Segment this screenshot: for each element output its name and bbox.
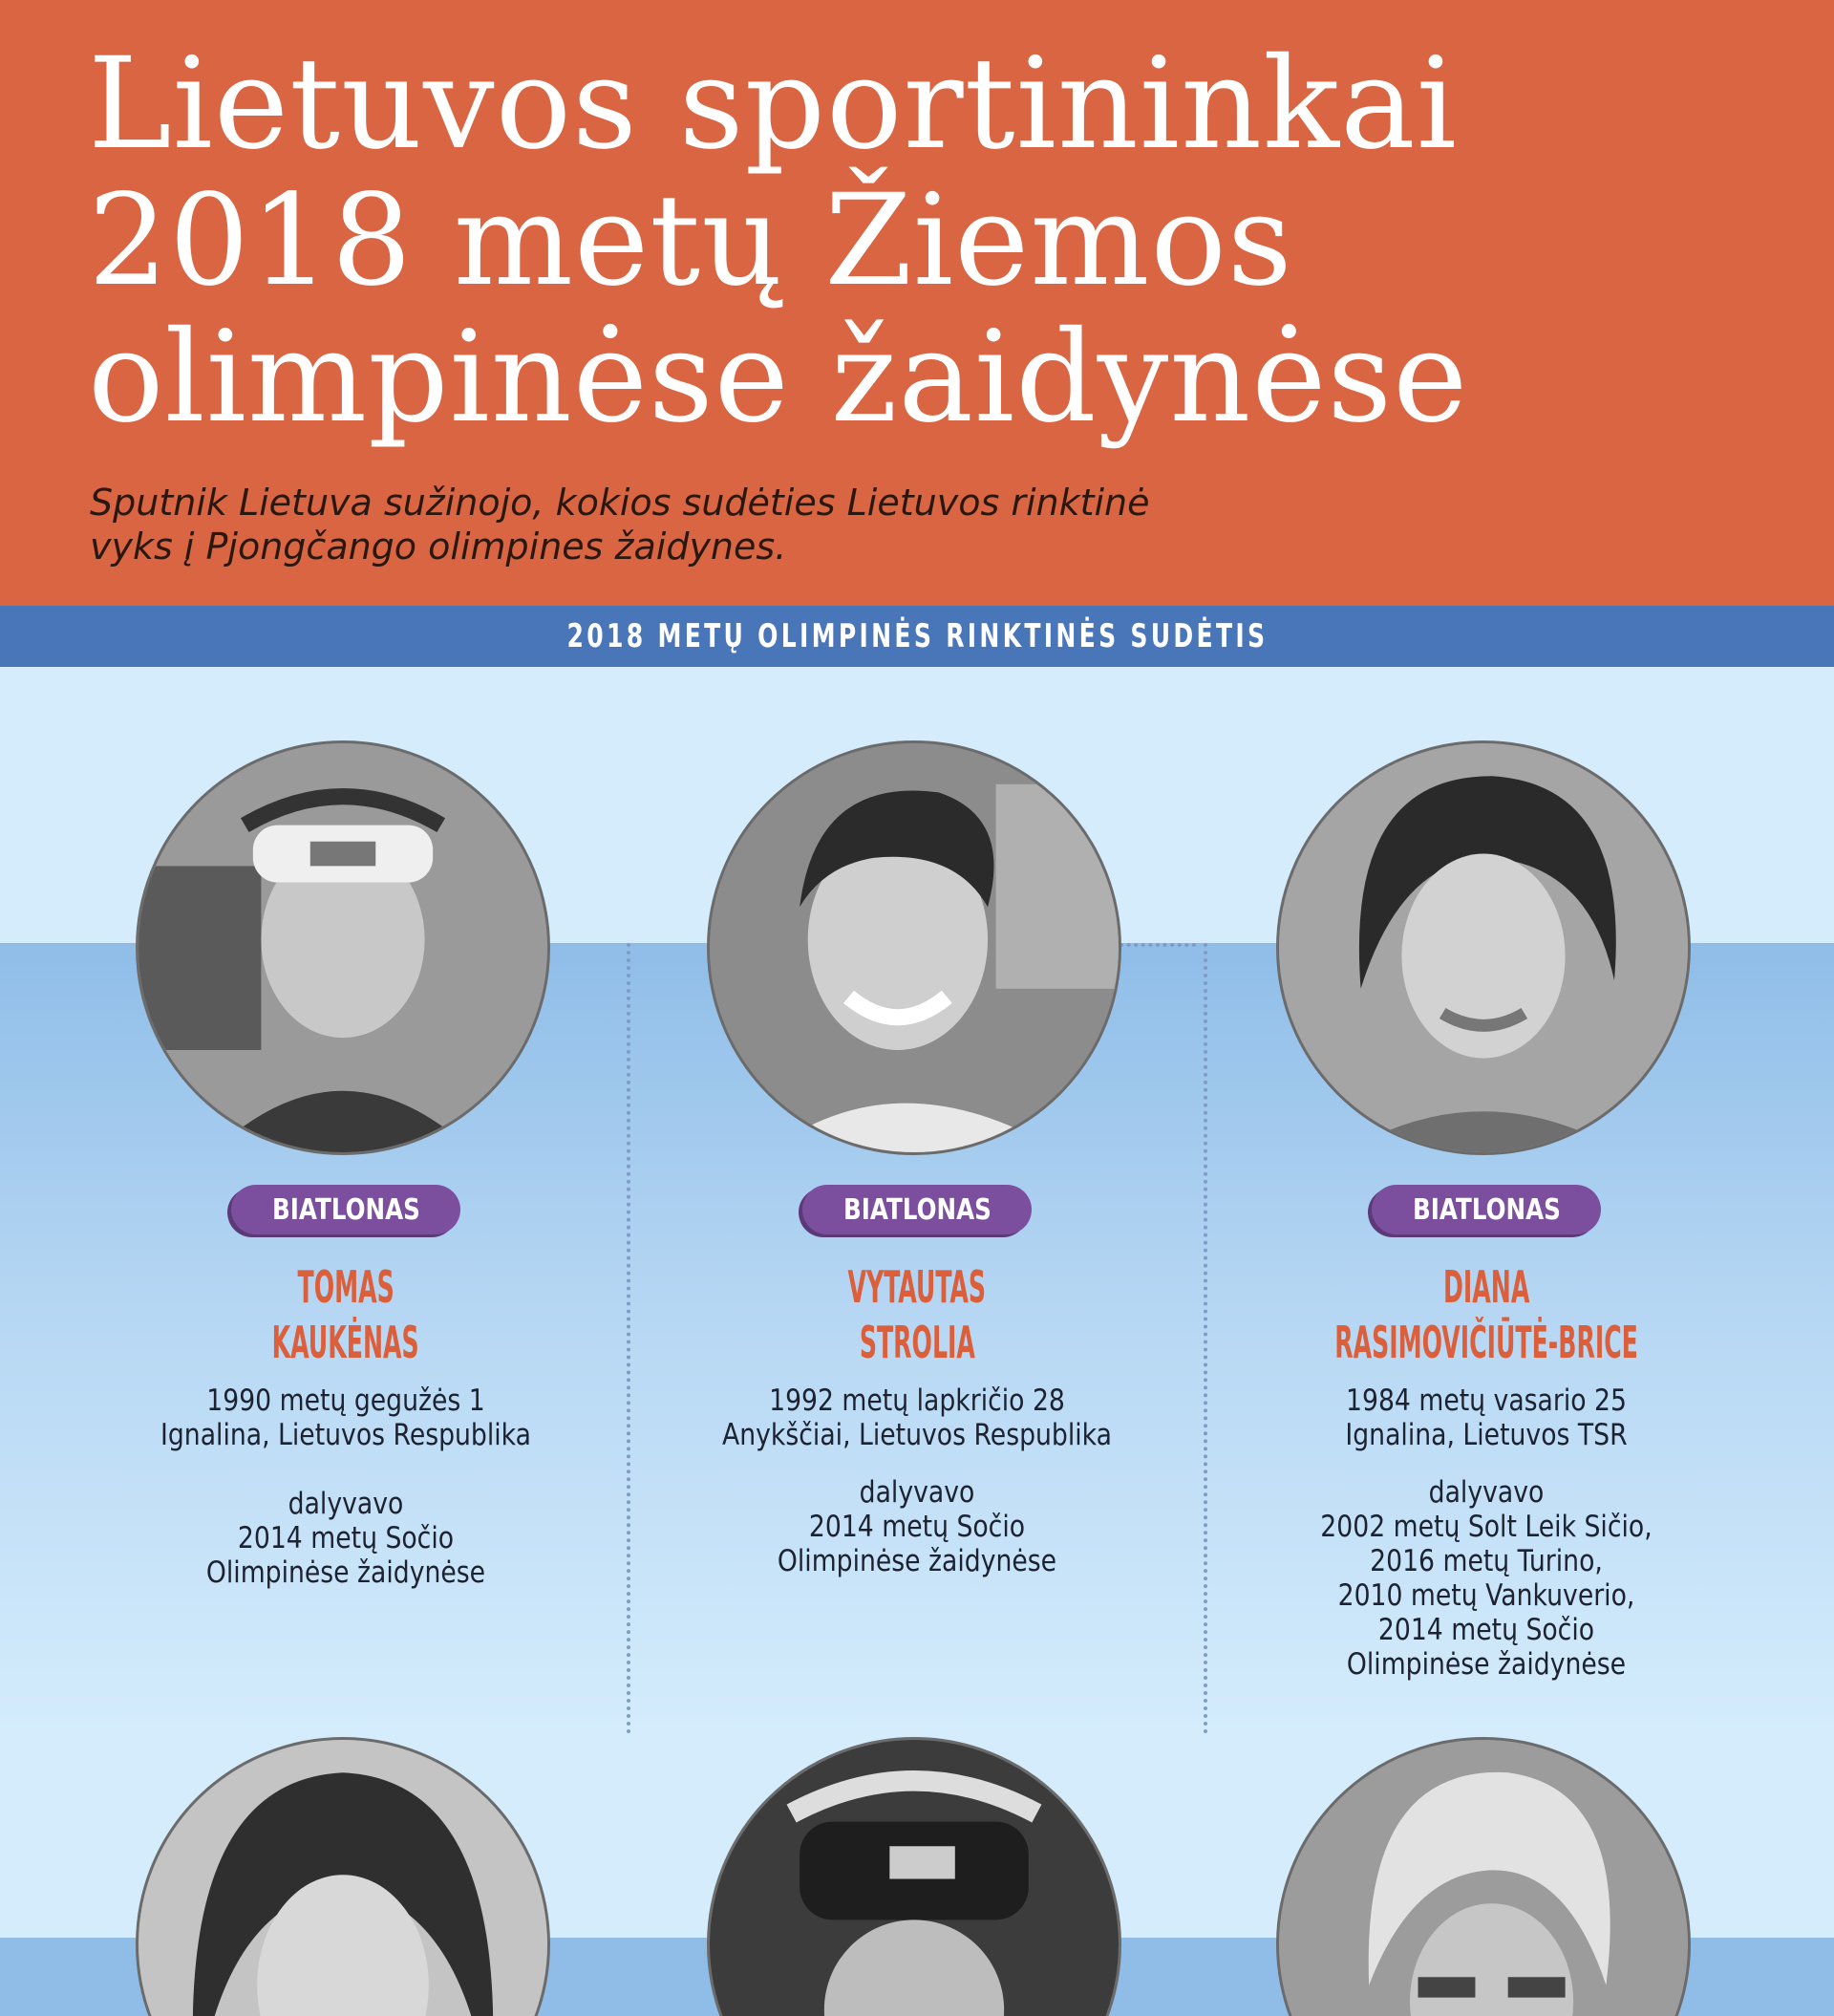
sport-badge-2 — [802, 1185, 1032, 1234]
birth-date: 1990 metų gegužės 1 — [206, 1383, 485, 1418]
athlete-name-1 — [59, 1259, 632, 1370]
athlete-info-1 — [59, 1383, 632, 1590]
athlete-name-3 — [1200, 1259, 1773, 1370]
page-subtitle — [90, 481, 1236, 568]
sport-badge-1 — [231, 1185, 460, 1234]
athlete-photo-2 — [707, 740, 1121, 1155]
sport-badge-label: BIATLONAS — [842, 1192, 992, 1227]
athlete-photo-3 — [1276, 740, 1691, 1155]
section-band — [0, 606, 1834, 667]
birth-place: Ignalina, Lietuvos TSR — [1345, 1418, 1628, 1452]
athlete-first-name: DIANA — [1442, 1261, 1530, 1313]
participation-line: dalyvavo — [1428, 1475, 1545, 1510]
athlete-first-name: VYTAUTAS — [847, 1261, 987, 1313]
birth-date: 1992 metų lapkričio 28 — [769, 1383, 1065, 1418]
header-banner — [0, 0, 1834, 606]
athlete-last-name: STROLIA — [859, 1317, 975, 1368]
title-line-3: olimpinėse žaidynėse — [88, 304, 1469, 451]
birth-date: 1984 metų vasario 25 — [1346, 1383, 1627, 1418]
section-band-label: 2018 METŲ OLIMPINĖS RINKTINĖS SUDĖTIS — [566, 617, 1268, 655]
athlete-photo-icon — [1279, 743, 1688, 1152]
participation-line: 2014 metų Sočio — [237, 1521, 455, 1555]
subtitle-line-2: vyks į Pjongčango olimpines žaidynes. — [90, 525, 787, 568]
athlete-photo-1 — [136, 740, 550, 1155]
birth-place: Ignalina, Lietuvos Respublika — [160, 1418, 531, 1452]
athlete-photo-icon — [139, 743, 547, 1152]
participation-line: 2016 metų Turino, — [1370, 1544, 1603, 1578]
participation-line: 2014 metų Sočio — [1377, 1613, 1595, 1647]
athlete-info-2 — [630, 1383, 1204, 1578]
birth-place: Anykščiai, Lietuvos Respublika — [722, 1418, 1112, 1452]
athlete-photo-icon — [710, 743, 1119, 1152]
sport-badge-label: BIATLONAS — [1412, 1192, 1561, 1227]
participation-line: 2002 metų Solt Leik Sičio, — [1320, 1510, 1653, 1544]
title-line-2: 2018 metų Žiemos — [88, 167, 1293, 314]
participation-line: 2014 metų Sočio — [808, 1510, 1026, 1544]
title-line-1: Lietuvos sportininkai — [88, 31, 1459, 178]
participation-line: 2010 metų Vankuverio, — [1337, 1578, 1635, 1613]
page-title — [88, 31, 1712, 451]
athlete-info-3 — [1200, 1383, 1773, 1682]
athlete-last-name: RASIMOVIČIŪTĖ-BRICE — [1334, 1317, 1638, 1368]
sport-badge-3 — [1372, 1185, 1601, 1234]
sport-badge-label: BIATLONAS — [271, 1192, 420, 1227]
dotted-line — [1120, 943, 1196, 947]
participation-line: Olimpinėse žaidynėse — [1346, 1647, 1627, 1682]
participation-line: Olimpinėse žaidynėse — [777, 1544, 1057, 1578]
participation-line: Olimpinėse žaidynėse — [205, 1555, 486, 1590]
participation-line: dalyvavo — [288, 1487, 404, 1521]
athlete-last-name: KAUKĖNAS — [271, 1317, 420, 1368]
athlete-first-name: TOMAS — [297, 1261, 395, 1313]
participation-line: dalyvavo — [859, 1475, 975, 1510]
subtitle-line-1: Sputnik Lietuva sužinojo, kokios sudėties Lietuvos rinktinė — [90, 482, 1150, 524]
athlete-name-2 — [630, 1259, 1204, 1370]
